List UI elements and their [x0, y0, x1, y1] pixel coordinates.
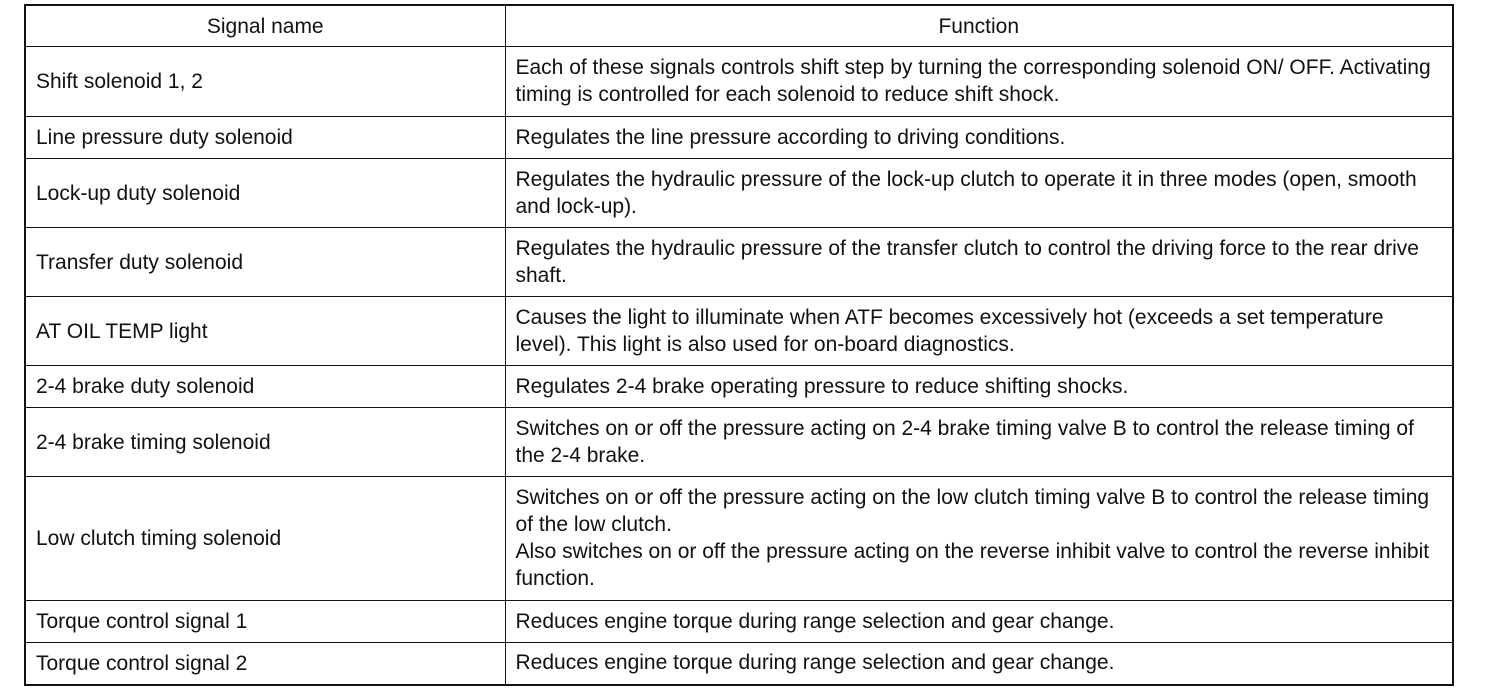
table-row — [25, 643, 1453, 685]
signal-name-cell: Low clutch timing solenoid — [25, 477, 505, 601]
table-row — [25, 366, 1453, 408]
function-text: Reduces engine torque during range selection and gear change. — [515, 651, 1115, 675]
function-cell — [505, 477, 1453, 601]
function-text: Switches on or off the pressure acting on 2-4 brake timing valve B to control the release timing of the 2-4 brake. — [515, 416, 1414, 467]
function-text: Regulates the hydraulic pressure of the lock-up clutch to operate it in three modes (open, smooth and lock-up). — [515, 167, 1417, 218]
table-row — [25, 408, 1453, 477]
table-row — [25, 297, 1453, 366]
table-row — [25, 228, 1453, 297]
table-header-row — [25, 5, 1453, 47]
signal-name-cell: Transfer duty solenoid — [25, 228, 505, 297]
function-cell — [505, 601, 1453, 643]
header-function: Function — [505, 5, 1453, 47]
function-cell — [505, 366, 1453, 408]
function-cell — [505, 117, 1453, 159]
function-cell — [505, 228, 1453, 297]
function-text: Also switches on or off the pressure acting on the reverse inhibit valve to control the reverse inhibit function. — [515, 540, 1430, 590]
function-text: Causes the light to illuminate when ATF becomes excessively hot (exceeds a set temperature level). This light is also used for on-board diagnostics. — [515, 305, 1384, 356]
function-text: Regulates 2-4 brake operating pressure to reduce shifting shocks. — [515, 374, 1129, 398]
table-row — [25, 601, 1453, 643]
function-text: Each of these signals controls shift step by turning the corresponding solenoid ON/ OFF. Activating timing is controlled for each solenoid to reduce shift shock. — [515, 56, 1431, 106]
signal-name-cell: Line pressure duty solenoid — [25, 117, 505, 159]
table-row — [25, 159, 1453, 228]
function-cell — [505, 297, 1453, 366]
signal-name-cell: Torque control signal 2 — [25, 643, 505, 685]
table-row — [25, 477, 1453, 601]
signal-name-cell: Torque control signal 1 — [25, 601, 505, 643]
signal-name-cell: 2-4 brake duty solenoid — [25, 366, 505, 408]
header-signal-name: Signal name — [25, 5, 505, 47]
signal-function-table — [24, 4, 1454, 686]
signal-name-cell: AT OIL TEMP light — [25, 297, 505, 366]
table-row — [25, 117, 1453, 159]
function-cell — [505, 47, 1453, 117]
function-text: Reduces engine torque during range selection and gear change. — [515, 609, 1115, 633]
function-text: Switches on or off the pressure acting on the low clutch timing valve B to control the release timing of the low clutch. — [515, 486, 1430, 536]
signal-name-cell: 2-4 brake timing solenoid — [25, 408, 505, 477]
signal-name-cell: Lock-up duty solenoid — [25, 159, 505, 228]
function-text: Regulates the line pressure according to driving conditions. — [515, 125, 1066, 149]
function-cell — [505, 408, 1453, 477]
function-cell — [505, 643, 1453, 685]
function-text: Regulates the hydraulic pressure of the transfer clutch to control the driving force to the rear drive shaft. — [515, 236, 1419, 287]
table-body — [25, 47, 1453, 685]
table-row — [25, 47, 1453, 117]
signal-name-cell: Shift solenoid 1, 2 — [25, 47, 505, 117]
function-cell — [505, 159, 1453, 228]
